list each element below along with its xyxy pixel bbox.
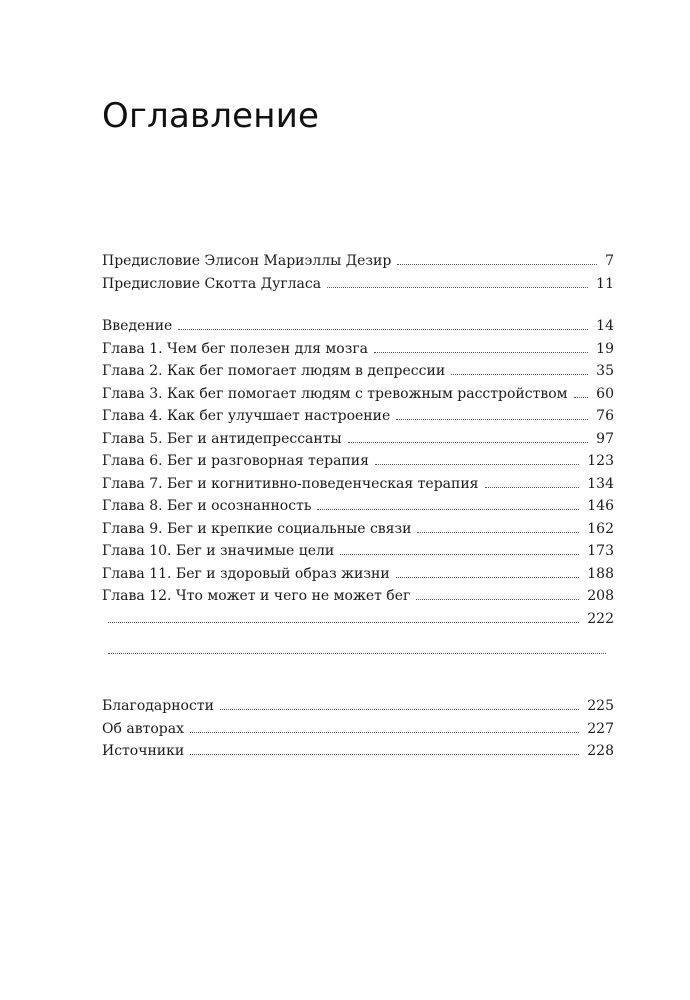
toc-entry-label: Источники [102,743,185,759]
toc-entry[interactable] [102,405,614,428]
toc-entry-page: 76 [596,408,614,424]
toc-entry[interactable] [102,338,614,361]
toc-entry-label: Глава 8. Бег и осознанность [102,498,312,514]
toc-entry-appendix[interactable] [102,630,614,675]
toc-entry[interactable] [102,383,614,406]
toc-entry[interactable] [102,518,614,541]
dot-leader [190,754,579,755]
toc-entry[interactable] [102,473,614,496]
dot-leader [327,287,588,288]
toc-entry-page: 225 [587,698,614,714]
toc-entry[interactable] [102,360,614,383]
dot-leader [416,599,579,600]
toc-entry-last-line [102,653,614,676]
toc-entry[interactable] [102,540,614,563]
dot-leader [397,264,597,265]
toc-entry[interactable] [102,608,614,631]
toc-entry-page: 11 [596,275,614,292]
toc-entry-label: Об авторах [102,720,184,737]
toc-entry[interactable] [102,273,614,296]
toc-entry-label: Предисловие Элисон Мариэллы Дезир [102,253,392,269]
toc-group-chapters [102,315,614,675]
toc-entry[interactable] [102,450,614,473]
toc-entry-label: Глава 9. Бег и крепкие социальные связи [102,520,412,537]
toc-entry-label: Глава 6. Бег и разговорная терапия [102,453,369,469]
dot-leader [108,653,606,654]
toc-group-backmatter [102,695,614,763]
toc-entry-label: Глава 10. Бег и значимые цели [102,543,335,559]
toc-entry-page: 7 [605,253,614,269]
dot-leader [374,352,588,353]
toc-entry[interactable] [102,250,614,273]
toc-entry-label: Глава 3. Как бег помогает людям с тревожным расстройством [102,385,568,402]
toc-entry[interactable] [102,563,614,586]
toc-entry[interactable] [102,495,614,518]
dot-leader [396,419,588,420]
toc-entry[interactable] [102,428,614,451]
page-title: Оглавление [102,96,320,136]
toc-entry[interactable] [102,740,614,763]
toc-entry-label: Глава 1. Чем бег полезен для мозга [102,340,369,357]
toc-entry-page: 123 [587,453,614,469]
toc-entry-label: Благодарности [102,698,214,714]
toc-entry-page: 35 [596,363,614,379]
dot-leader [375,464,579,465]
toc-entry-page: 134 [587,475,614,492]
dot-leader [220,709,579,710]
toc-entry-page: 162 [587,520,614,537]
toc-entry-page: 19 [596,340,614,357]
toc-entry[interactable] [102,315,614,338]
dot-leader [317,509,579,510]
toc-entry-label: Глава 12. Что может и чего не может бег [102,588,411,604]
toc-entry[interactable] [102,718,614,741]
dot-leader [451,374,588,375]
toc-entry-page: 227 [587,720,614,737]
toc-entry-label: Глава 2. Как бег помогает людям в депрессии [102,363,446,379]
toc-entry-page: 14 [596,318,614,334]
toc-entry-page: 208 [587,588,614,604]
table-of-contents [102,250,614,763]
toc-entry-page: 228 [587,743,614,759]
dot-leader [348,442,589,443]
toc-group-forewords [102,250,614,295]
dot-leader [340,554,579,555]
toc-entry-label: Глава 7. Бег и когнитивно-поведенческая терапия [102,475,479,492]
dot-leader [178,329,588,330]
toc-entry-label: Глава 5. Бег и антидепрессанты [102,430,342,447]
toc-entry-label: Глава 4. Как бег улучшает настроение [102,408,391,424]
dot-leader [485,487,580,488]
toc-entry-label: Предисловие Скотта Дугласа [102,275,322,292]
toc-entry-label-line1 [102,630,614,653]
toc-entry-page: 173 [587,543,614,559]
toc-entry[interactable] [102,585,614,608]
toc-entry-page: 60 [596,385,614,402]
toc-entry-page: 97 [596,430,614,447]
dot-leader [396,577,580,578]
toc-entry-label: Глава 11. Бег и здоровый образ жизни [102,565,390,582]
toc-entry-label: Введение [102,318,173,334]
dot-leader [108,622,579,623]
toc-entry[interactable] [102,695,614,718]
toc-entry-page: 222 [587,610,614,627]
toc-entry-page: 146 [587,498,614,514]
toc-entry-page: 188 [587,565,614,582]
dot-leader [190,732,579,733]
dot-leader [417,532,579,533]
dot-leader [574,397,589,398]
